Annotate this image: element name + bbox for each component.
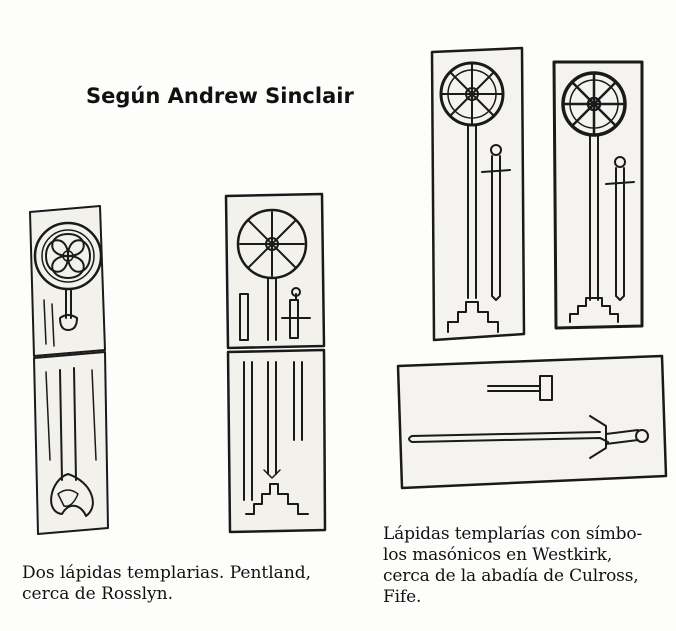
gravestone-2-drawing: [226, 194, 325, 532]
caption-pentland: [22, 563, 311, 605]
attribution-heading: Según Andrew Sinclair: [86, 84, 354, 108]
gravestone-1-drawing: [30, 206, 108, 534]
caption-pentland-line-1: Dos lápidas templarias. Pentland,: [22, 563, 312, 583]
caption-westkirk-line-4: Fife.: [383, 587, 422, 607]
caption-westkirk-line-3: cerca de la abadía de Culross,: [383, 566, 639, 586]
gravestone-3-drawing: [432, 48, 524, 340]
caption-westkirk: [383, 524, 642, 608]
caption-pentland-line-2: cerca de Rosslyn.: [22, 584, 173, 604]
caption-westkirk-line-2: los masónicos en Westkirk,: [383, 545, 613, 565]
gravestone-4-drawing: [554, 62, 642, 328]
caption-westkirk-line-1: Lápidas templarías con símbo-: [383, 524, 643, 544]
gravestone-5-drawing: [398, 356, 666, 488]
